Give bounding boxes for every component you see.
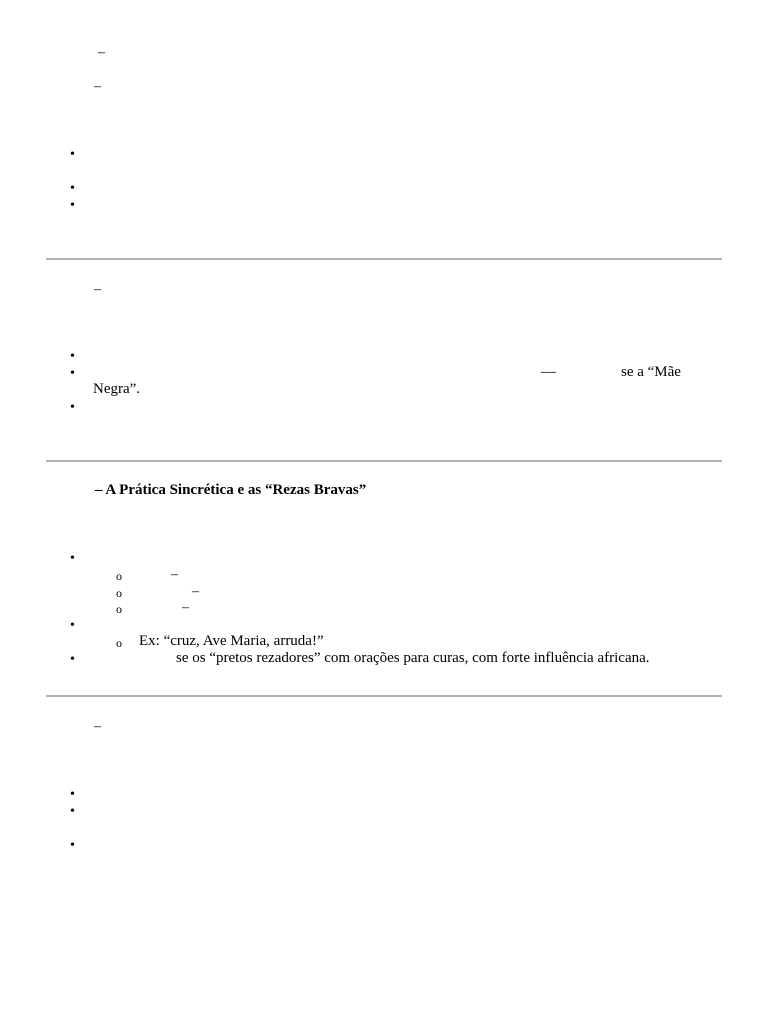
dash-mark: – xyxy=(94,719,101,734)
dash-mark: – xyxy=(94,282,101,297)
bullet-icon: • xyxy=(70,366,75,381)
bullet-icon: • xyxy=(70,551,75,566)
section-divider xyxy=(46,460,722,462)
section-heading: – A Prática Sincrética e as “Rezas Bravas” xyxy=(95,482,367,498)
sub-bullet-icon: o xyxy=(116,586,122,600)
sub-bullet-icon: o xyxy=(116,602,122,616)
sub-bullet-icon: o xyxy=(116,569,122,583)
dash-mark: – xyxy=(182,600,189,615)
example-text: Ex: “cruz, Ave Maria, arruda!” xyxy=(139,633,324,649)
bullet-text-fragment: se a “Mãe xyxy=(621,364,681,380)
bullet-icon: • xyxy=(70,838,75,853)
sub-bullet-icon: o xyxy=(116,636,122,650)
bullet-icon: • xyxy=(70,804,75,819)
bullet-icon: • xyxy=(70,787,75,802)
bullet-icon: • xyxy=(70,618,75,633)
bullet-icon: • xyxy=(70,652,75,667)
bullet-text: se os “pretos rezadores” com orações para curas, com forte influência africana. xyxy=(176,650,650,666)
bullet-text-continuation: Negra”. xyxy=(93,381,141,397)
section-divider xyxy=(46,258,722,260)
dash-mark: – xyxy=(98,45,105,60)
bullet-icon: • xyxy=(70,147,75,162)
dash-mark: – xyxy=(192,584,199,599)
bullet-icon: • xyxy=(70,198,75,213)
bullet-icon: • xyxy=(70,349,75,364)
bullet-icon: • xyxy=(70,400,75,415)
em-dash-mark: — xyxy=(541,364,556,380)
dash-mark: – xyxy=(171,567,178,582)
dash-mark: – xyxy=(94,79,101,94)
section-divider xyxy=(46,695,722,697)
bullet-icon: • xyxy=(70,181,75,196)
